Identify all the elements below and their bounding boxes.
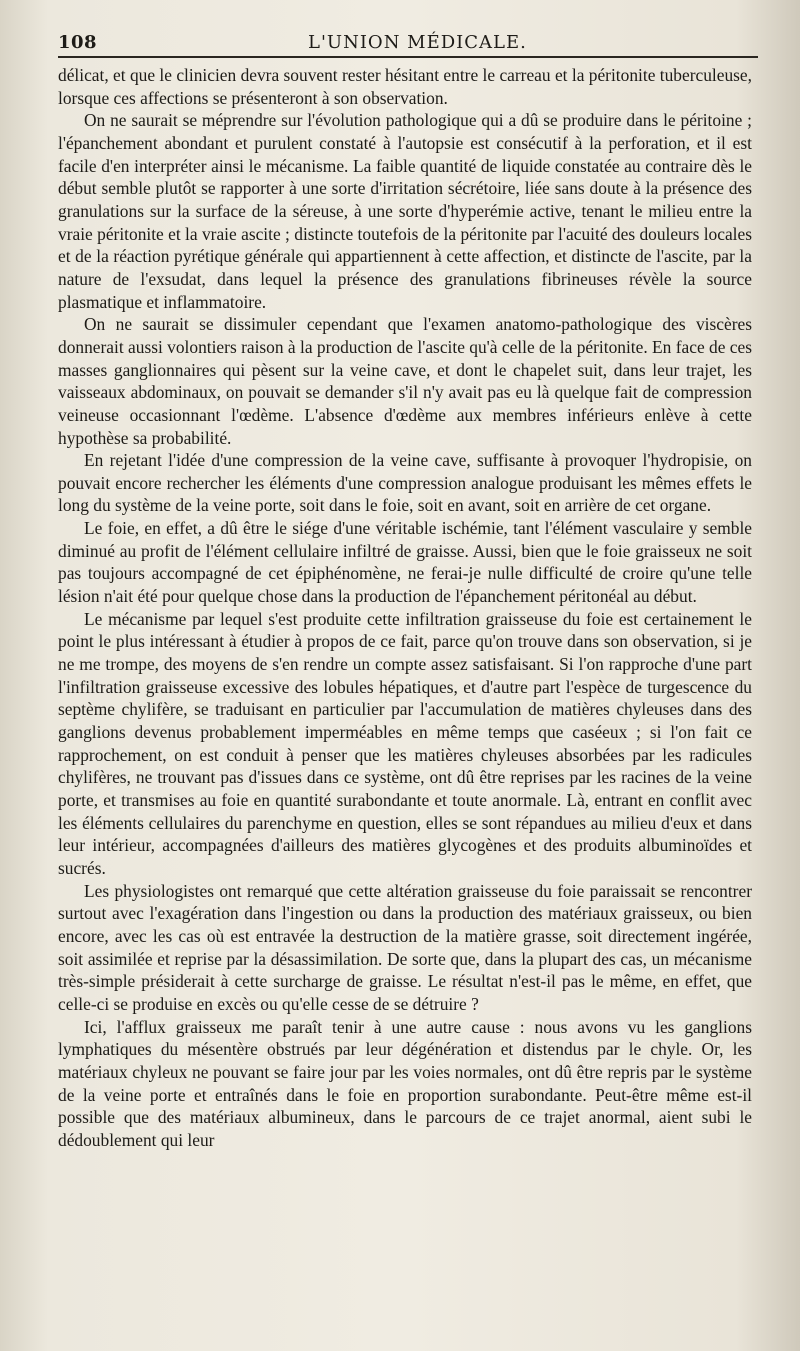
paragraph: Le mécanisme par lequel s'est produite cette infiltration graisseuse du foie est certainement le point le plus intéressant à étudier à propos de ce fait, parce qu'on trouve dans son observation, si je ne me trompe, des moyens de s'en rendre un compte assez satisfaisant. Si l'on rapproche d'une part l'infiltration graisseuse excessive des lobules hépatiques, et d'autre part l'espèce de turgescence du septème chylifère, se traduisant en particulier par l'accumulation de matières chyleuses dans des ganglions devenus probablement imperméables en même temps que caséeux ; si l'on fait ce rapprochement, on est conduit à penser que les matières chyleuses absorbées par les radicules chylifères, ne trouvant pas d'issues dans ce système, ont dû être reprises par les racines de la veine porte, et transmises au foie en quantité surabondante et toute anormale. Là, entrant en conflit avec les éléments cellulaires du parenchyme en question, elles se sont répandues au milieu d'eux et dans leur intérieur, accompagnées d'ailleurs des matières glycogènes et des produits albuminoïdes et sucrés. — [58, 608, 752, 878]
paragraph: On ne saurait se dissimuler cependant que l'examen anatomo-pathologique des viscères donnerait aussi volontiers raison à la production de l'ascite qu'à celle de la péritonite. En face de ces masses ganglionnaires qui pèsent sur la veine cave, et dont le chapelet suit, dans leur trajet, les vaisseaux abdominaux, on pouvait se demander s'il n'y avait pas eu là quelque fait de compression veineuse occasionnant l'œdème. L'absence d'œdème aux membres inférieurs enlève à cette hypothèse sa probabilité. — [58, 314, 752, 448]
paragraph: En rejetant l'idée d'une compression de la veine cave, suffisante à provoquer l'hydropisie, on pouvait encore rechercher les éléments d'une compression analogue produisant les mêmes effets le long du système de la veine porte, soit dans le foie, soit en avant, soit en arrière de cet organe. — [58, 450, 752, 516]
paragraph: Ici, l'afflux graisseux me paraît tenir à une autre cause : nous avons vu les ganglions lymphatiques du mésentère obstrués par leur dégénération et distendus par le chyle. Or, les matériaux chyleux ne pouvant se faire jour par les voies normales, ont dû être repris par le système de la veine porte et entraînés dans le foie en proportion surabondante. Peut-être même est-il possible que des matériaux albumineux, dans le parcours de ce trajet anormal, aient subi le dédoublement qui leur — [58, 1016, 752, 1150]
running-head: L'UNION MÉDICALE. — [308, 32, 527, 53]
page-header — [58, 18, 758, 58]
page-number: 108 — [58, 32, 98, 53]
paragraph: Le foie, en effet, a dû être le siége d'une véritable ischémie, tant l'élément vasculaire y semble diminué au profit de l'élément cellulaire infiltré de graisse. Aussi, bien que le foie graisseux ne soit pas toujours accompagné de cet épiphénomène, ne ferai-je nulle difficulté de croire qu'une telle lésion n'ait été pour quelque chose dans la production de l'épanchement péritonéal au début. — [58, 518, 752, 607]
header-rule — [58, 56, 758, 58]
paragraph: On ne saurait se méprendre sur l'évolution pathologique qui a dû se produire dans le péritoine ; l'épanchement abondant et purulent constaté à l'autopsie est consécutif à la perforation, et il est facile d'en interpréter ainsi le mécanisme. La faible quantité de liquide constatée au contraire dès le début semble plutôt se rapporter à une sorte d'irritation sécrétoire, liée sans doute à la présence des granulations sur la surface de la séreuse, à une sorte d'hyperémie active, tenant le milieu entre la vraie péritonite et la vraie ascite ; distincte toutefois de la péritonite par l'acuité des douleurs locales et de la réaction pyrétique générale qui appartiennent à cette affection, et distincte de l'ascite, par la nature de l'exsudat, dans lequel la présence des granulations fibrineuses révèle la source plasmatique et inflammatoire. — [58, 110, 752, 312]
paragraph-continuation: délicat, et que le clinicien devra souvent rester hésitant entre le carreau et la péritonite tuberculeuse, lorsque ces affections se présenteront à son observation. — [58, 65, 752, 108]
paragraph: Les physiologistes ont remarqué que cette altération graisseuse du foie paraissait se rencontrer surtout avec l'exagération dans l'ingestion ou dans la production des matériaux graisseux, ou bien encore, avec les cas où est entravée la destruction de la matière grasse, soit directement ingérée, soit assimilée et reprise par la désassimilation. De sorte que, dans la plupart des cas, un mécanisme très-simple présiderait à cette surcharge de graisse. Le résultat n'est-il pas le même, en effet, que celle-ci se produise en excès ou qu'elle cesse de se détruire ? — [58, 880, 752, 1014]
article-body — [58, 64, 752, 1152]
